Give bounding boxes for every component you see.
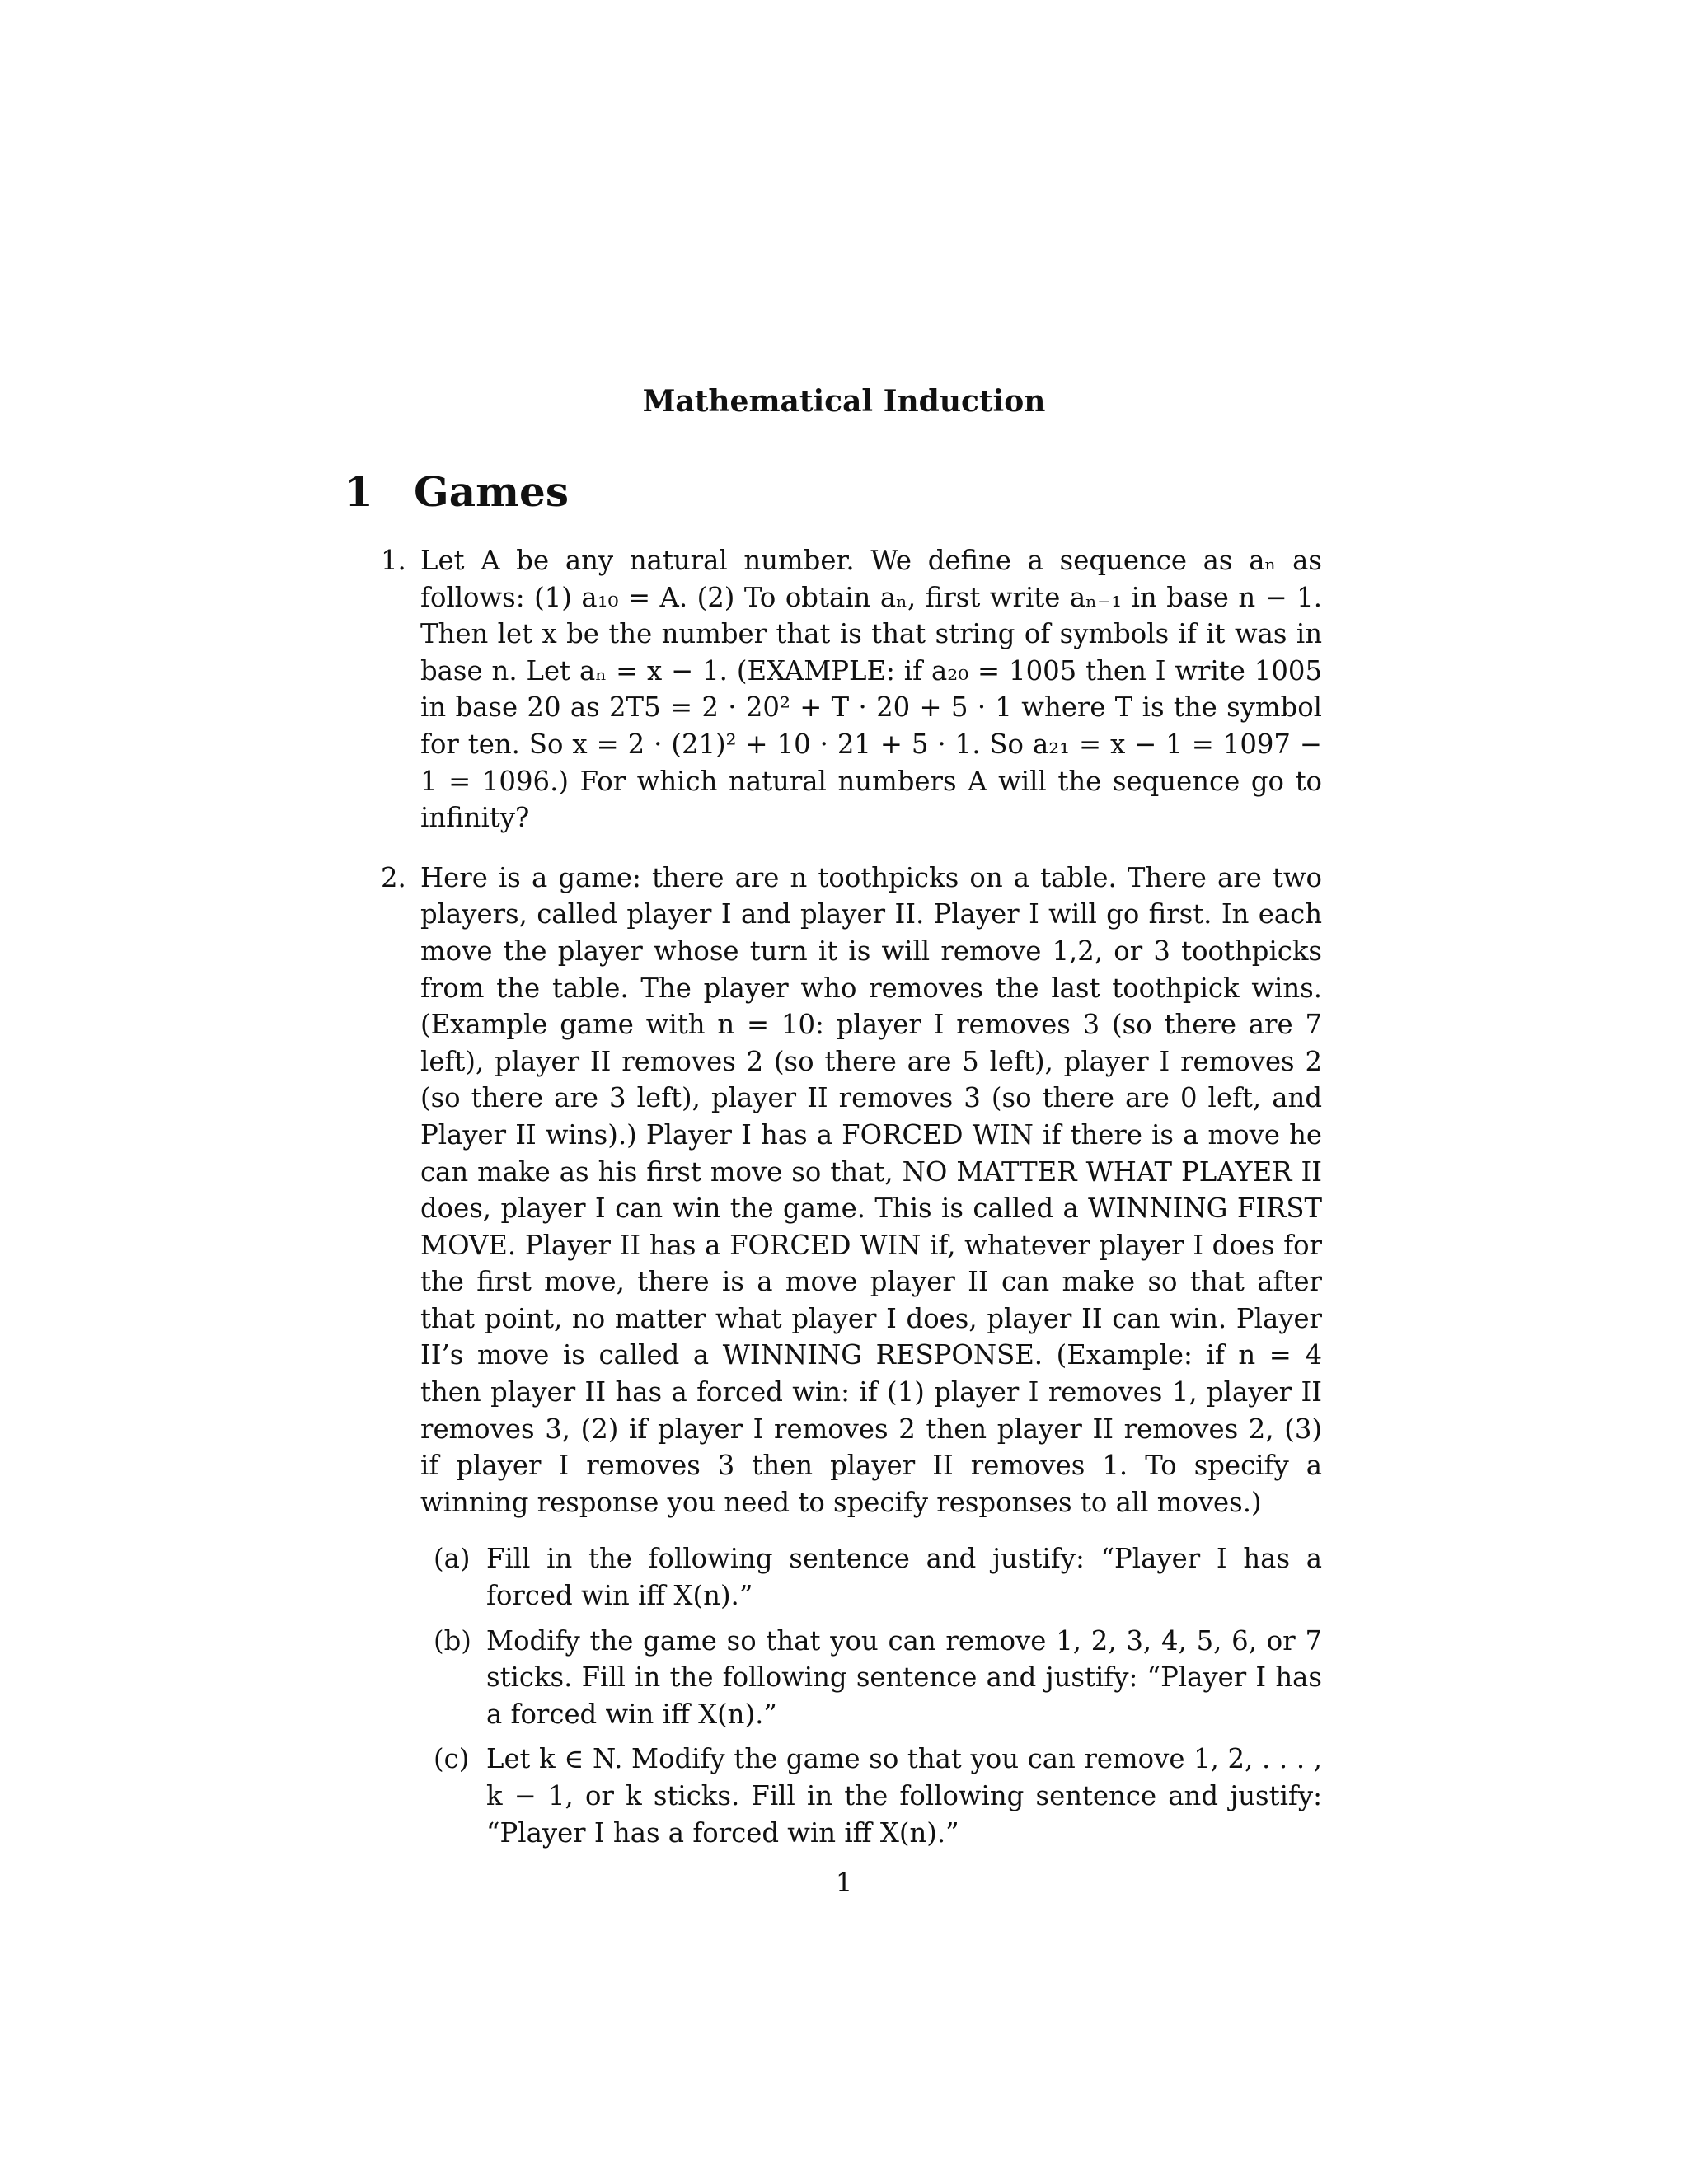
problem-number: 2. — [381, 861, 406, 893]
subproblem-list — [434, 1540, 1322, 1851]
subproblem-text: Let k ∈ N. Modify the game so that you can remove 1, 2, . . . , k − 1, or k sticks. Fill in the following sentence and justify: “Player I has a forced win iff X(n).” — [486, 1743, 1322, 1849]
subproblem-item — [434, 1623, 1322, 1733]
subproblem-text: Fill in the following sentence and justify: “Player I has a forced win iff X(n).” — [486, 1543, 1322, 1612]
document-title: Mathematical Induction — [642, 384, 1046, 419]
section-heading — [345, 466, 569, 518]
problem-item — [381, 542, 1322, 837]
problem-body — [420, 860, 1322, 1859]
subproblem-item — [434, 1741, 1322, 1851]
page-number: 1 — [835, 1867, 853, 1898]
problem-number: 1. — [381, 545, 406, 576]
subproblem-label: (b) — [434, 1624, 471, 1657]
section-title: Games — [414, 467, 569, 516]
subproblem-label: (c) — [434, 1743, 470, 1775]
subproblem-label: (a) — [434, 1543, 471, 1575]
problem-item — [381, 860, 1322, 1859]
problem-text: Here is a game: there are n toothpicks on a table. There are two players, called player I and player II. Player I will go first. In each move the player whose turn it is will remove 1,2, or 3 toothpicks from the table. The player who removes the last toothpick wins. (Example game with n = 10: player I removes 3 (so there are 7 left), player II removes 2 (so there are 5 left), player I removes 2 (so there are 3 left), player II removes 3 (so there are 0 left, and Player II wins).) Player I has a FORCED WIN if there is a move he can make as his first move so that, NO MATTER WHAT PLAYER II does, player I can win the game. This is called a WINNING FIRST MOVE. Player II has a FORCED WIN if, whatever player I does for the first move, there is a move player II can make so that after that point, no matter what player I does, player II can win. Player II’s move is called a WINNING RESPONSE. (Example: if n = 4 then player II has a forced win: if (1) player I removes 1, player II removes 3, (2) if player I removes 2 then player II removes 2, (3) if player I removes 3 then player II removes 1. To specify a winning response you need to specify responses to all moves.) — [420, 861, 1322, 1518]
problem-body — [420, 542, 1322, 837]
section-number: 1 — [345, 467, 373, 516]
problem-list — [381, 542, 1322, 1882]
subproblem-text: Modify the game so that you can remove 1, 2, 3, 4, 5, 6, or 7 sticks. Fill in the following sentence and justify: “Player I has a forced win iff X(n).” — [486, 1624, 1322, 1730]
subproblem-item — [434, 1540, 1322, 1614]
problem-text: Let A be any natural number. We define a sequence as aₙ as follows: (1) a₁₀ = A. (2) To obtain aₙ, first write aₙ₋₁ in base n − 1. Then let x be the number that is that string of symbols if it was in base n. Let aₙ = x − 1. (EXAMPLE: if a₂₀ = 1005 then I write 1005 in base 20 as 2T5 = 2 · 20² + T · 20 + 5 · 1 where T is the symbol for ten. So x = 2 · (21)² + 10 · 21 + 5 · 1. So a₂₁ = x − 1 = 1097 − 1 = 1096.) For which natural numbers A will the sequence go to infinity? — [420, 545, 1322, 834]
